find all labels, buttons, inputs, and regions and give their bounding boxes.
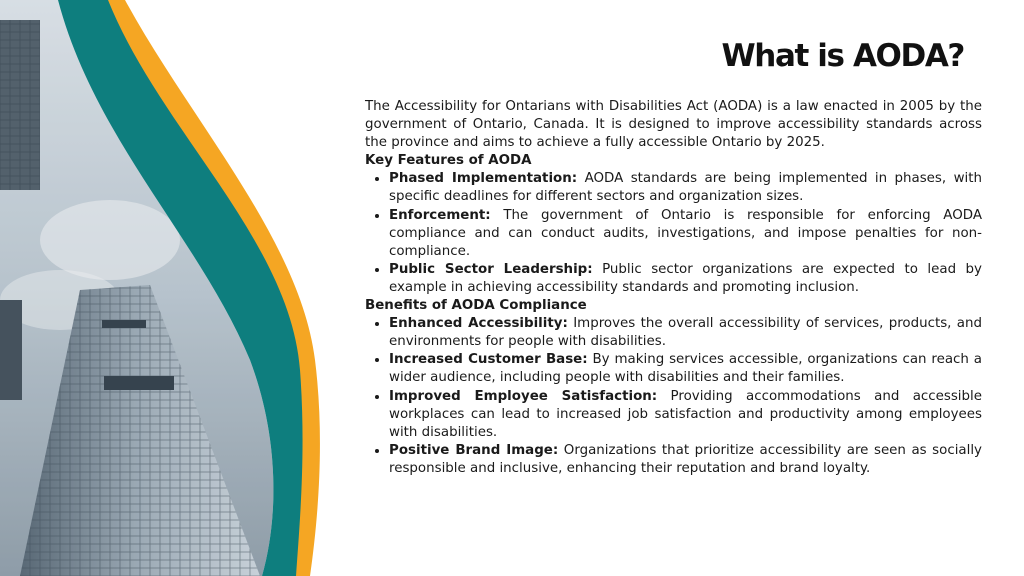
decorative-building-image [0, 0, 360, 576]
main-content [365, 98, 982, 478]
list-item [389, 442, 982, 478]
list-item-term: Positive Brand Image: [389, 442, 559, 458]
list-item [389, 315, 982, 351]
key-features-heading: Key Features of AODA [365, 153, 532, 169]
list-item [389, 261, 982, 297]
list-item-text: Public sector organizations are expected to lead by example in achieving accessibility standards and promoting inclusion. [389, 261, 982, 295]
list-item-text: Improves the overall accessibility of services, products, and environments for people with disabilities. [389, 316, 982, 350]
benefits-heading: Benefits of AODA Compliance [365, 298, 587, 314]
benefits-list [365, 315, 982, 478]
list-item-term: Improved Employee Satisfaction: [389, 388, 658, 404]
list-item-term: Phased Implementation: [389, 171, 578, 187]
list-item-term: Enhanced Accessibility: [389, 316, 568, 332]
list-item-text: Organizations that prioritize accessibility are seen as socially responsible and inclusive, enhancing their reputation and brand loyalty. [389, 442, 982, 476]
list-item [389, 170, 982, 206]
list-item-text: The government of Ontario is responsible for enforcing AODA compliance and can conduct audits, investigations, and impose penalties for non-compliance. [389, 207, 982, 259]
list-item-text: AODA standards are being implemented in phases, with specific deadlines for different sectors and organization sizes. [389, 171, 982, 205]
list-item [389, 207, 982, 261]
list-item [389, 351, 982, 387]
list-item-term: Increased Customer Base: [389, 352, 588, 368]
key-features-list [365, 170, 982, 297]
intro-paragraph: The Accessibility for Ontarians with Disabilities Act (AODA) is a law enacted in 2005 by the government of Ontario, Canada. It is designed to improve accessibility standards across the province and aims to achieve a fully accessible Ontario by 2025. [365, 99, 982, 151]
list-item-term: Enforcement: [389, 207, 491, 223]
list-item-term: Public Sector Leadership: [389, 261, 593, 277]
list-item-text: Providing accommodations and accessible workplaces can lead to increased job satisfaction and productivity among employees with disabilities. [389, 388, 982, 440]
list-item [389, 388, 982, 442]
page-title: What is AODA? [721, 38, 964, 74]
list-item-text: By making services accessible, organizations can reach a wider audience, including people with disabilities and their families. [389, 352, 982, 386]
